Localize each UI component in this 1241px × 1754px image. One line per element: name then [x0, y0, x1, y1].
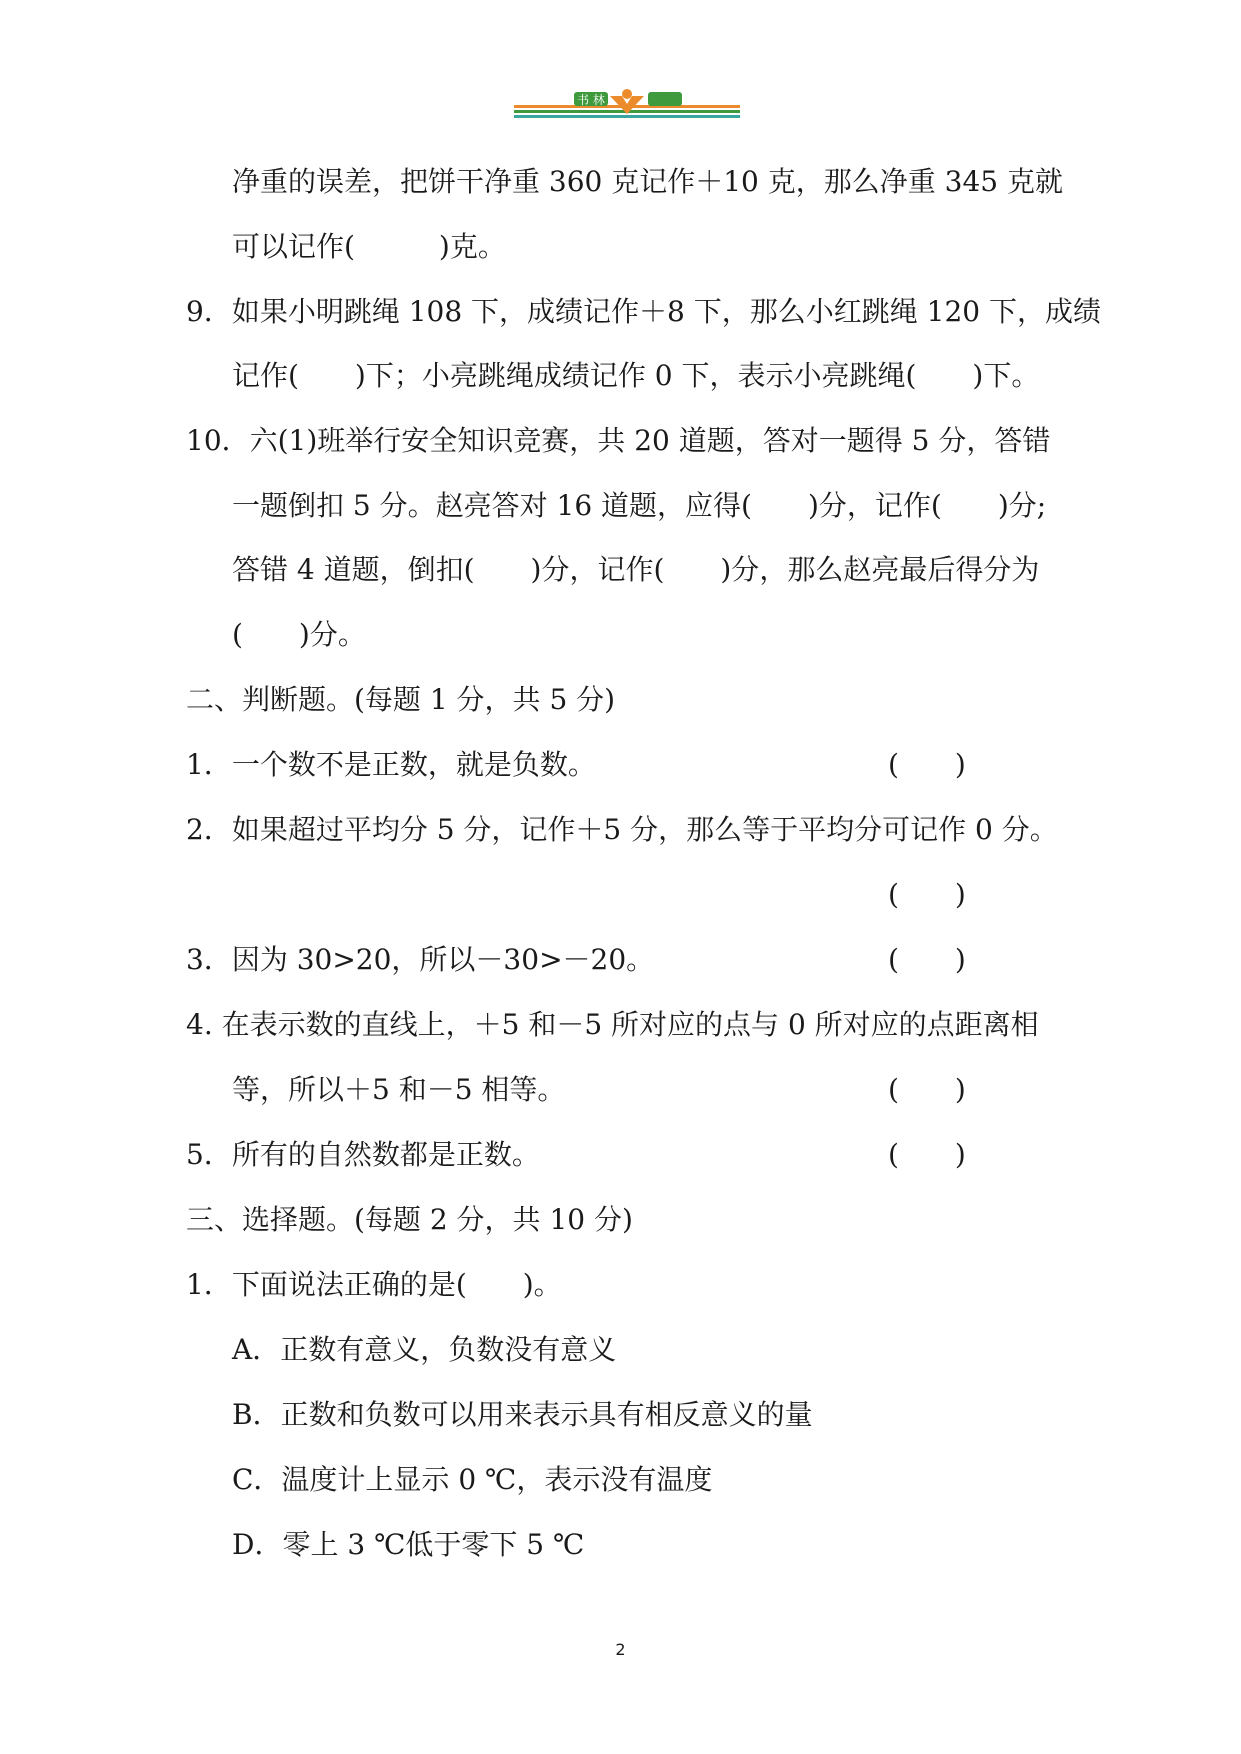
answer-bracket: ( ) — [888, 748, 966, 781]
tf-question-1: 1．一个数不是正数，就是负数。 — [186, 748, 596, 781]
question-10-line3: 答错 4 道题，倒扣( )分，记作( )分，那么赵亮最后得分为 — [232, 553, 1040, 586]
option-c: C．温度计上显示 0 ℃，表示没有温度 — [232, 1463, 713, 1496]
tf-question-4-line2: 等，所以＋5 和－5 相等。 — [232, 1073, 566, 1106]
question-9-line2: 记作( )下；小亮跳绳成绩记作 0 下，表示小亮跳绳( )下。 — [232, 359, 1040, 392]
question-10-line2: 一题倒扣 5 分。赵亮答对 16 道题，应得( )分，记作( )分; — [232, 489, 1047, 522]
option-a: A．正数有意义，负数没有意义 — [232, 1333, 617, 1366]
tf-question-2: 2．如果超过平均分 5 分，记作＋5 分，那么等于平均分可记作 0 分。 — [186, 813, 1058, 846]
question-10-line4: ( )分。 — [232, 618, 366, 651]
question-8-line1: 净重的误差，把饼干净重 360 克记作＋10 克，那么净重 345 克就 — [232, 165, 1064, 198]
question-8-line2: 可以记作( )克。 — [232, 230, 506, 263]
answer-bracket: ( ) — [888, 1138, 966, 1171]
section-3-title: 三、选择题。(每题 2 分，共 10 分) — [186, 1203, 633, 1236]
section-2-title: 二、判断题。(每题 1 分，共 5 分) — [186, 683, 616, 716]
answer-bracket: ( ) — [888, 943, 966, 976]
bookstore-logo — [514, 88, 740, 122]
tf-question-3: 3．因为 30>20，所以－30>－20。 — [186, 943, 655, 976]
tf-question-5: 5．所有的自然数都是正数。 — [186, 1138, 540, 1171]
answer-bracket: ( ) — [888, 878, 966, 911]
answer-bracket: ( ) — [888, 1073, 966, 1106]
logo-text: 书 林 — [577, 93, 605, 107]
question-10-line1: 10．六(1)班举行安全知识竞赛，共 20 道题，答对一题得 5 分，答错 — [186, 424, 1051, 457]
question-9-line1: 9．如果小明跳绳 108 下，成绩记作＋8 下，那么小红跳绳 120 下，成绩 — [186, 295, 1102, 328]
option-b: B．正数和负数可以用来表示具有相反意义的量 — [232, 1398, 813, 1431]
mc-question-1: 1．下面说法正确的是( )。 — [186, 1268, 562, 1301]
tf-question-4-line1: 4. 在表示数的直线上，＋5 和－5 所对应的点与 0 所对应的点距离相 — [186, 1008, 1039, 1041]
page-number: 2 — [615, 1640, 626, 1659]
option-d: D．零上 3 ℃低于零下 5 ℃ — [232, 1528, 585, 1561]
